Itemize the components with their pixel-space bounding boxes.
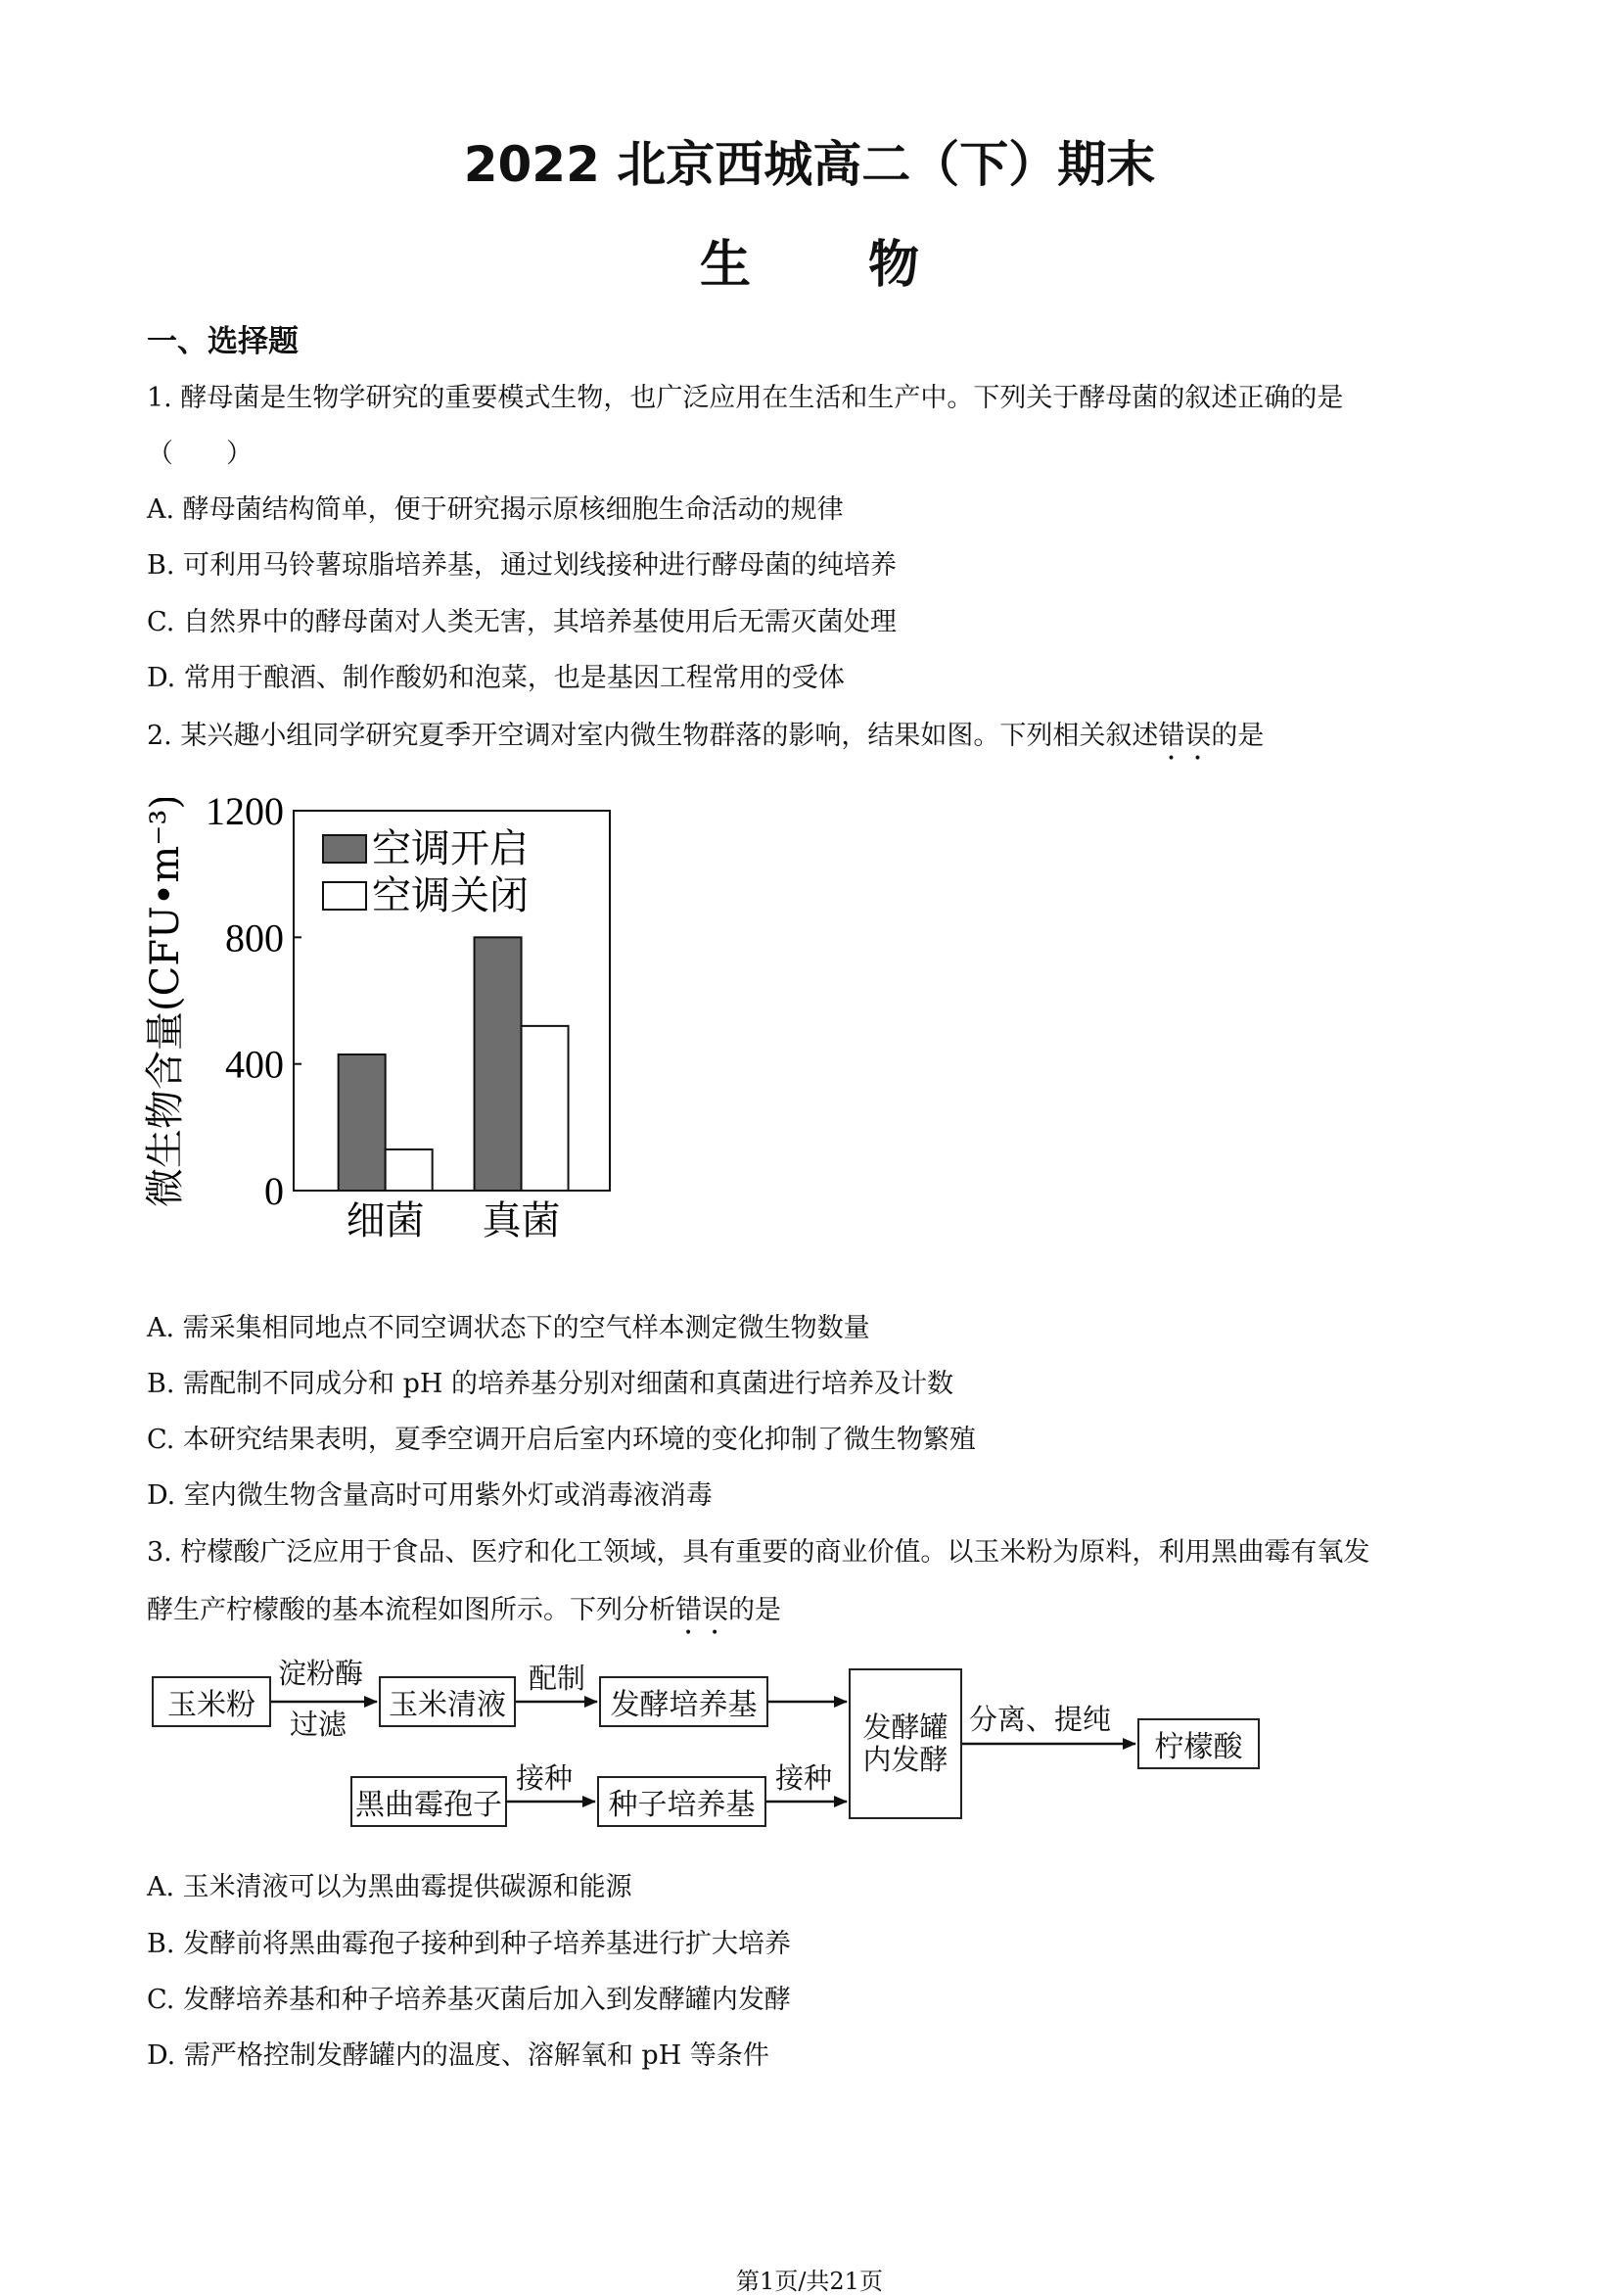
q3-stem-tail: 的是 — [728, 1595, 781, 1625]
legend-swatch-1 — [323, 882, 366, 910]
bar-0-0 — [339, 1054, 386, 1191]
q1-option-d: D. 常用于酿酒、制作酸奶和泡菜，也是基因工程常用的受体 — [147, 663, 845, 693]
bar-1-0 — [475, 937, 522, 1191]
label-separate: 分离、提纯 — [969, 1703, 1112, 1736]
box-corn-flour: 玉米粉 — [152, 1676, 271, 1727]
q2-option-b: B. 需配制不同成分和 pH 的培养基分别对细菌和真菌进行培养及计数 — [147, 1369, 953, 1399]
label-prepare: 配制 — [529, 1662, 586, 1695]
q3-option-a: A. 玉米清液可以为黑曲霉提供碳源和能源 — [147, 1872, 632, 1902]
subject-title: 生物 — [699, 236, 1037, 295]
bar-chart — [137, 798, 646, 1268]
q3-option-c: C. 发酵培养基和种子培养基灭菌后加入到发酵罐内发酵 — [147, 1985, 791, 2015]
flowchart — [0, 1655, 1619, 1851]
page-title: 2022 北京西城高二（下）期末 — [463, 136, 1156, 193]
section-heading: 一、选择题 — [147, 324, 299, 359]
box-citric-acid: 柠檬酸 — [1137, 1718, 1260, 1769]
label-filter: 过滤 — [290, 1708, 347, 1741]
q3-stem: 3. 柠檬酸广泛应用于食品、医疗和化工领域，具有重要的商业价值。以玉米粉为原料，利用黑曲霉有氧发 — [147, 1537, 1370, 1568]
q3-stem-text: 酵生产柠檬酸的基本流程如图所示。下列分析 — [147, 1595, 675, 1625]
label-inoculate-2: 接种 — [775, 1761, 833, 1795]
label-inoculate-1: 接种 — [516, 1761, 574, 1795]
page-footer: 第1页/共21页 — [736, 2268, 883, 2295]
legend-swatch-0 — [323, 835, 366, 863]
q2-stem — [147, 721, 1264, 767]
bar-1-1 — [522, 1026, 569, 1191]
y-tick-label-3: 1200 — [206, 798, 284, 833]
label-enzyme: 淀粉酶 — [278, 1657, 364, 1690]
box-ferment-tank — [849, 1668, 962, 1819]
q2-emphasis: 错误 — [1158, 721, 1212, 751]
bar-chart-svg — [137, 798, 646, 1268]
x-category-label-0: 细菌 — [346, 1198, 425, 1243]
q1-option-a: A. 酵母菌结构简单，便于研究揭示原核细胞生命活动的规律 — [147, 494, 844, 525]
q3-option-d: D. 需严格控制发酵罐内的温度、溶解氧和 pH 等条件 — [147, 2040, 769, 2071]
q2-option-d: D. 室内微生物含量高时可用紫外灯或消毒液消毒 — [147, 1480, 713, 1511]
q1-option-c: C. 自然界中的酵母菌对人类无害，其培养基使用后无需灭菌处理 — [147, 607, 897, 637]
q2-option-c: C. 本研究结果表明，夏季空调开启后室内环境的变化抑制了微生物繁殖 — [147, 1425, 976, 1455]
y-tick-label-0: 0 — [264, 1169, 284, 1213]
y-tick-label-1: 400 — [225, 1042, 284, 1087]
q1-stem: 1. 酵母菌是生物学研究的重要模式生物，也广泛应用在生活和生产中。下列关于酵母菌的叙述正确的是 — [147, 383, 1344, 413]
ferment-tank-line2: 内发酵 — [862, 1743, 948, 1776]
box-ferment-medium: 发酵培养基 — [599, 1676, 768, 1727]
ferment-tank-line1: 发酵罐 — [862, 1710, 948, 1744]
box-spores: 黑曲霉孢子 — [350, 1776, 507, 1827]
legend-label-0: 空调开启 — [372, 826, 529, 871]
q1-option-b: B. 可利用马铃薯琼脂培养基，通过划线接种进行酵母菌的纯培养 — [147, 550, 898, 581]
x-category-label-1: 真菌 — [482, 1198, 561, 1243]
bar-0-1 — [386, 1149, 433, 1191]
q2-stem-tail: 的是 — [1211, 721, 1265, 751]
y-axis-label: 微生物含量(CFU•m⁻³) — [143, 798, 188, 1207]
y-tick-label-2: 800 — [225, 915, 284, 961]
q2-option-a: A. 需采集相同地点不同空调状态下的空气样本测定微生物数量 — [147, 1313, 870, 1343]
q3-stem-line2 — [147, 1595, 781, 1641]
q3-option-b: B. 发酵前将黑曲霉孢子接种到种子培养基进行扩大培养 — [147, 1929, 792, 1959]
q1-blank: （ ） — [147, 439, 253, 469]
box-seed-medium: 种子培养基 — [597, 1776, 766, 1827]
legend-label-1: 空调关闭 — [372, 873, 529, 918]
q3-emphasis: 错误 — [675, 1595, 728, 1625]
box-corn-liquid: 玉米清液 — [379, 1676, 516, 1727]
q2-stem-text: 2. 某兴趣小组同学研究夏季开空调对室内微生物群落的影响，结果如图。下列相关叙述 — [147, 721, 1159, 751]
